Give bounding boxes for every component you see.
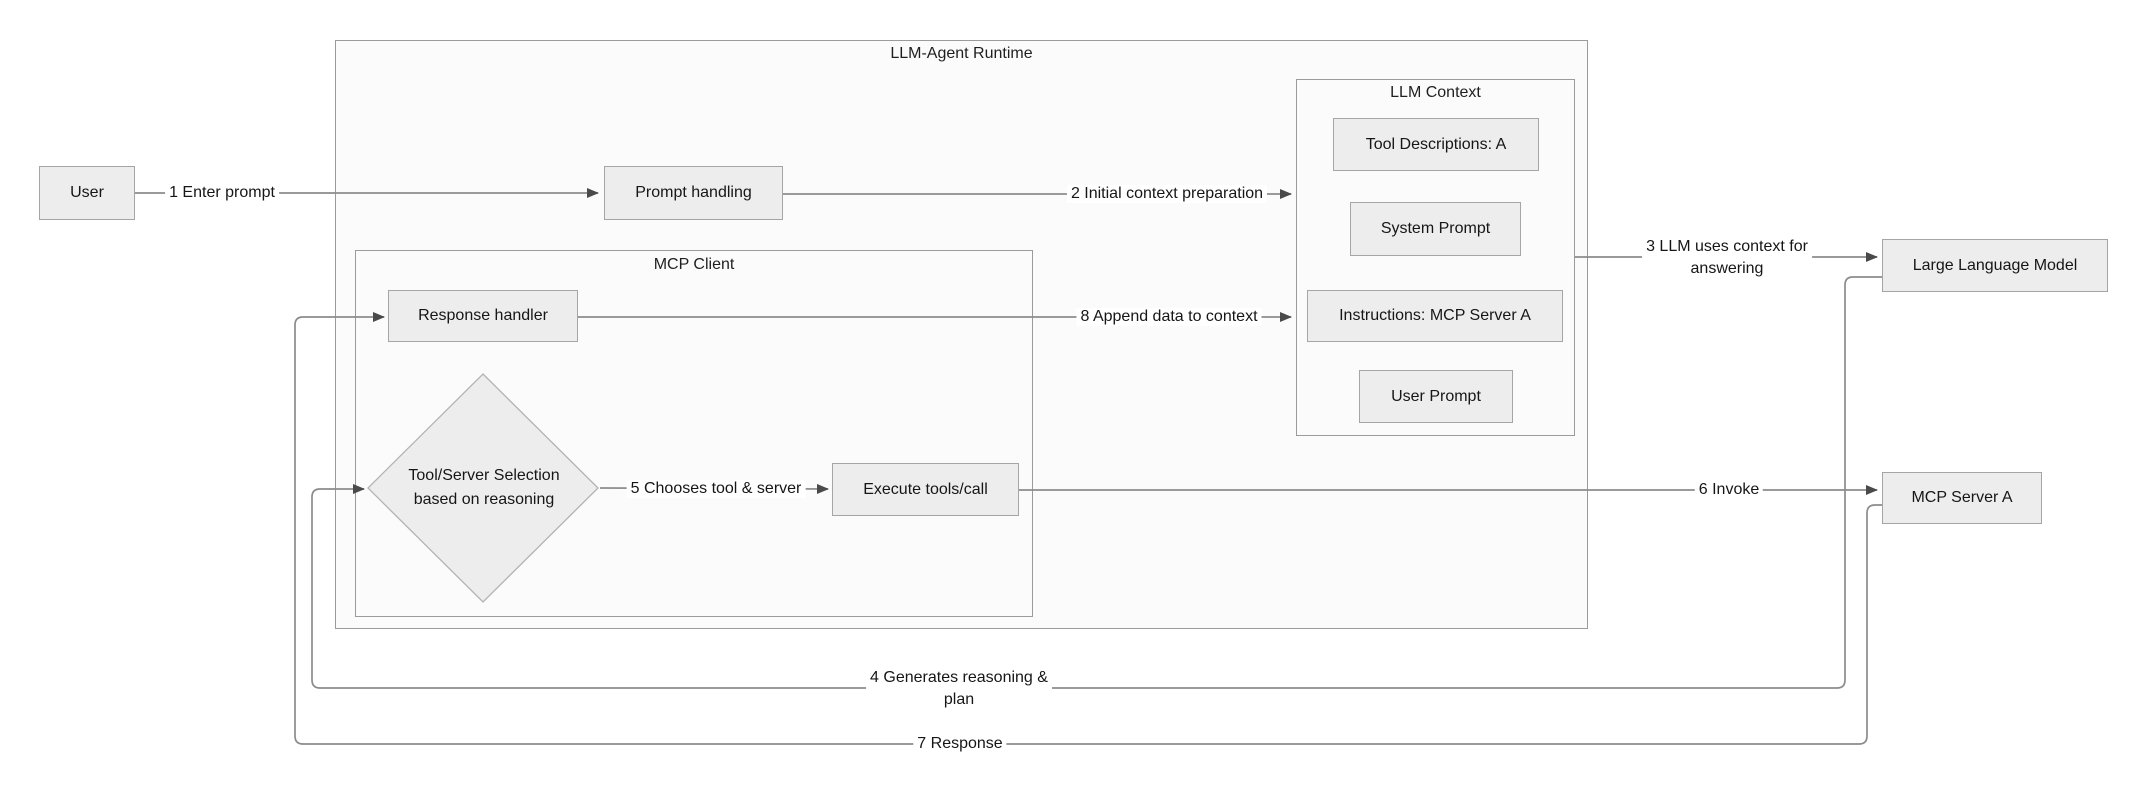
edge-label-7-response: 7 Response [913, 735, 1006, 753]
edge-label-4-generates-reasoning-plan [866, 667, 1052, 711]
mcp-client-title: MCP Client [653, 256, 735, 273]
edge-label-3-line2: answering [1690, 260, 1764, 277]
edge-label-2-initial-context-preparation: 2 Initial context preparation [1067, 185, 1267, 203]
edge-label-4-line1: 4 Generates reasoning & [870, 669, 1048, 686]
node-tool-descriptions: Tool Descriptions: A [1333, 118, 1539, 171]
edge-label-8-append-data-to-context: 8 Append data to context [1076, 308, 1261, 326]
node-system-prompt: System Prompt [1350, 202, 1521, 256]
node-tool-server-selection-label [368, 374, 600, 602]
edge-label-5-chooses-tool-server: 5 Chooses tool & server [627, 480, 806, 498]
node-user-prompt: User Prompt [1359, 370, 1513, 423]
node-response-handler: Response handler [388, 290, 578, 342]
tool-server-selection-line2: based on reasoning [413, 491, 555, 508]
edge-label-4-line2: plan [943, 691, 975, 708]
node-large-language-model: Large Language Model [1882, 239, 2108, 292]
edge-label-3-line1: 3 LLM uses context for [1646, 238, 1808, 255]
edge-label-1-enter-prompt: 1 Enter prompt [165, 184, 279, 202]
node-instructions-mcp-server-a: Instructions: MCP Server A [1307, 290, 1563, 342]
llm-context-title: LLM Context [1390, 84, 1481, 101]
edge-label-6-invoke: 6 Invoke [1695, 481, 1763, 499]
edge-label-3-llm-uses-context [1642, 236, 1812, 280]
node-user: User [39, 166, 135, 220]
node-mcp-server-a: MCP Server A [1882, 472, 2042, 524]
node-prompt-handling: Prompt handling [604, 166, 783, 220]
llm-agent-runtime-title: LLM-Agent Runtime [890, 45, 1033, 62]
node-execute-tools-call: Execute tools/call [832, 463, 1019, 516]
tool-server-selection-line1: Tool/Server Selection [408, 467, 560, 484]
